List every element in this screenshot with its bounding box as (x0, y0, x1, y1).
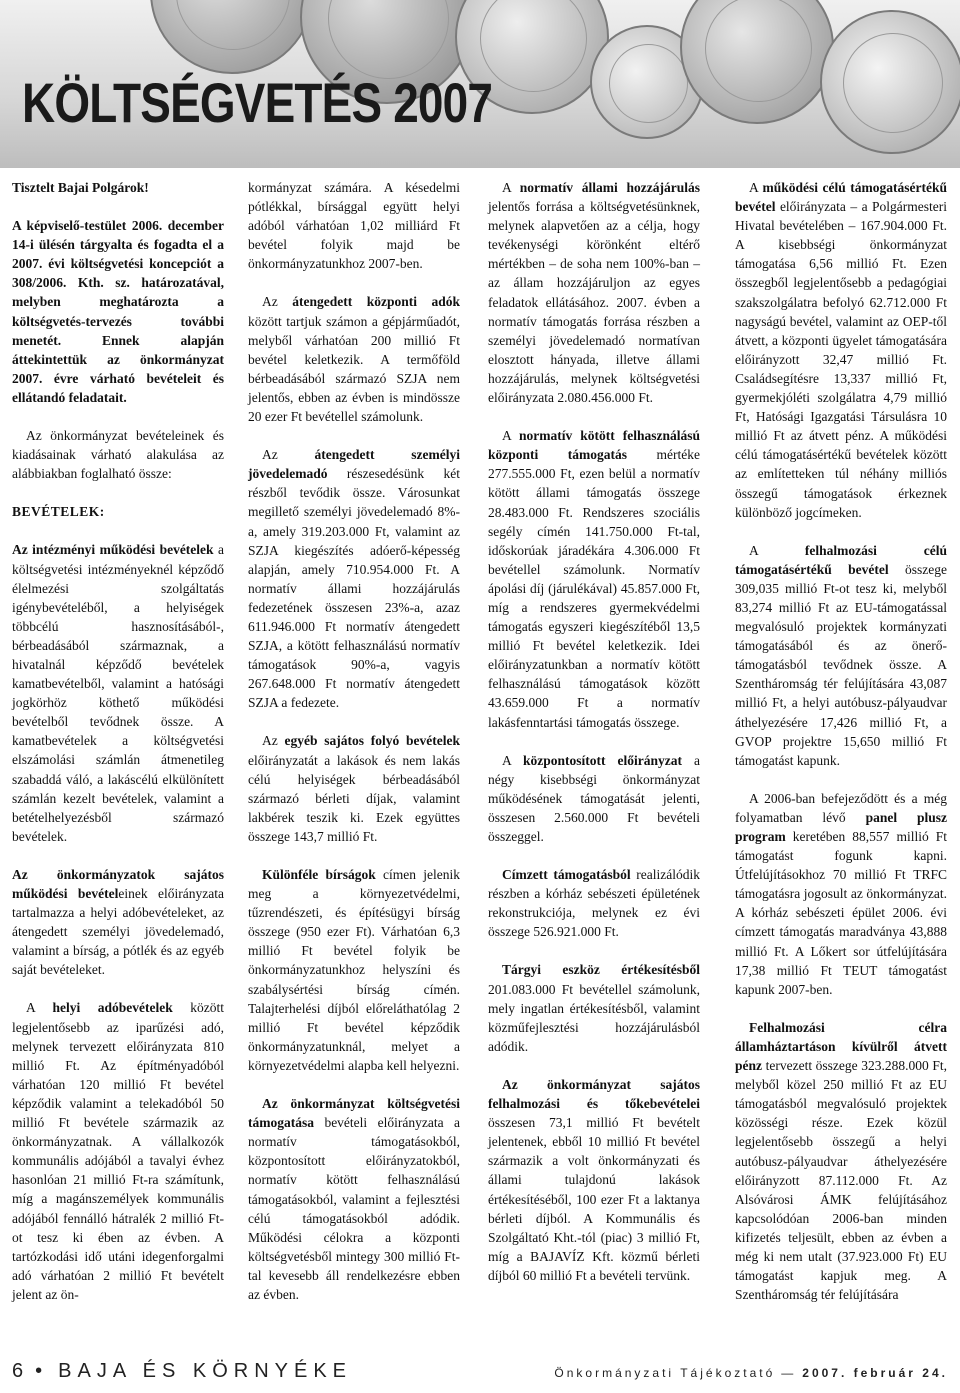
publication-name (12, 1360, 352, 1383)
column-4 (735, 178, 947, 1304)
coin-image (150, 0, 314, 74)
paragraph: A 2006-ban befejeződött és a még folyamatban lévő panel plusz program keretében 88,557 millió Ft támogatást fogunk kapni. Útfelújításokhoz 70 millió Ft TRFC támogatásra jogosult az önkormányzat. A kórház sebészeti épület 2006. évi címzett támogatás maradványa 43,888 millió Ft. A Lőkert sor útfelújítására 17,38 millió Ft TEUT támogatást kapunk 2007-ben. (735, 790, 948, 997)
paragraph: Az egyéb sajátos folyó bevételek előirányzatát a lakások és nem lakás célú helyiségek bérbeadásából származó bérleti díjak, valamint lakbérek teszik ki. Ezek együttes összege 143,7 millió Ft. (248, 733, 460, 844)
paragraph: kormányzat számára. A késedelmi pótlékkal, bírsággal együtt helyi adóból várhatóan 1,02 milliárd Ft bevétel folyik majd be önkormányzatunkhoz 2007-ben. (248, 180, 460, 272)
paragraph: Címzett támogatásból realizálódik részben a kórház sebészeti épületének rekonstrukciója, melynek ez évi összege 526.921.000 Ft. (488, 867, 700, 940)
paragraph: Tárgyi eszköz értékesítésből 201.083.000 Ft bevétellel számolunk, mely ingatlan értékesítésből, valamint közműfejlesztési hozzájárulásból adódik. (488, 962, 700, 1054)
coin-banner (0, 0, 960, 168)
paragraph: A helyi adóbevételek között legjelentősebb az iparűzési adó, melynek tervezett előirányzata 810 millió Ft. Az építményadóból várhatóan 120 millió Ft bevétel képződik valamint a telekadóból 50 millió Ft bevétele származik az önkormányzatnak. A vállalkozók kommunális adójából a tavalyi évhez hasonlóan 21 millió Ft-ra számítunk, míg a magánszemélyek kommunális adójából fennálló hátralék 2 millió Ft-ot tesz ki ében az évben. A tartózkodási idő utáni idegenforgalmi adó várhatóan 2 millió Ft bevételt jelent az ön- (12, 1000, 224, 1302)
paragraph: A normatív állami hozzájárulás jelentős forrása a költségvetésünknek, melynek alapvetően az a célja, hogy tevékenységi körönként eltérő mértékben – de soha nem 100%-ban – az állam hozzájáruljon az egyes feladatok ellátásához. 2007. évben a normatív támogatás forrása részben a személyi jövedelemadó normatívan elosztott hányada, illetve állami hozzájárulás, melynek költségvetési előirányzata 2.080.456.000 Ft. (488, 180, 700, 406)
greeting: Tisztelt Bajai Polgárok! (12, 180, 149, 195)
issue-info (554, 1366, 948, 1380)
issue-date: 2007. február 24. (802, 1366, 948, 1380)
column-3 (488, 178, 700, 1285)
coin-image (820, 10, 960, 154)
paragraph: Az intézményi működési bevételek a költségvetési intézményeknél képződő élelmezési szolgáltatás igénybevételéből, a helyiségek többcélú hasznosításából-, bérbeadásából származnak, a hivatalnál képződő bevételek kamatbevételből, valamint a hatósági jogkörhöz köthető működési bevételből tevődnek össze. A kamatbevételek a költségvetési elszámolási számlán átmenetileg szabaddá váló, a lakáscélú elkülönített számlán kezelt bevételek, valamint a betételhelyezésből származó bevételek. (12, 542, 224, 844)
bullet-separator: • (35, 1360, 49, 1382)
column-1 (12, 178, 224, 1304)
paragraph: Az átengedett központi adók között tartjuk számon a gépjárműadót, melyből várhatóan 200 millió Ft bevétel keletkezik. A termőföld bérbeadásából származó SZJA nem jelentős, ebben az évben is mindössze 20 ezer Ft bevétellel számolunk. (248, 294, 460, 425)
paragraph: Az önkormányzat bevételeinek és kiadásainak várható alakulása az alábbiakban foglalható össze: (12, 428, 224, 482)
publication-title: BAJA ÉS KÖRNYÉKE (58, 1360, 352, 1382)
article-body (0, 178, 960, 1338)
paragraph: Különféle bírságok címen jelenik meg a környezetvédelmi, tűzrendészeti, és építésügyi bírság összege (950 ezer Ft). Várhatóan 6,3 millió Ft bevétel folyik be önkormányzatunkhoz helyszíni és szabálysértési bírság címén. Talajterhelési díjból előreláthatólag 2 millió Ft bevétel képződik önkormányzatunknál, melyet a környezetvédelmi alapba kell helyezni. (248, 867, 460, 1073)
paragraph: A működési célú támogatásértékű bevétel előirányzata – a Polgármesteri Hivatal bevételében – 167.904.000 Ft. A kisebbségi önkormányzat támogatása 6,56 millió Ft. Ezen összegből legjelentősebb a pedagógiai szakszolgálatra befolyó 62.712.000 Ft nagyságú bevétel, valamint az OEP-től átvett, a központi ügyelet támogatására előirányzott 32,47 millió Ft. Családsegítésre 13,337 millió Ft, gyermekjóléti szolgálatra 4,79 millió Ft, Hatósági Igazgatási Társulásra 10 millió Ft az átvett pénz. A működési célú támogatásértékű bevételek között az említetteken túl néhány milliós összegű támogatások érkeznek különböző jogcímeken. (735, 180, 947, 520)
column-2 (248, 178, 460, 1304)
dash-separator: — (781, 1366, 797, 1380)
paragraph: Az önkormányzat sajátos felhalmozási és tőkebevételei összesen 73,1 millió Ft bevételt jelentenek, ebből 10 millió Ft bevétel származik a volt önkormányzati és állami tulajdonú lakások értékesítéséből, 100 ezer Ft a laktanya bérleti díjból. A Kommunális és Szolgáltató Kht.-tól (piac) 3 millió Ft, míg a BAJAVÍZ Kft. közmű bérleti díjból 60 millió Ft a bevételi tervünk. (488, 1076, 700, 1283)
paragraph: A normatív kötött felhasználású központi támogatás mértéke 277.555.000 Ft, ezen belül a normatív kötött állami támogatás összege 28.483.000 Ft. Rendszeres szociális segély címén 141.750.000 Ft-tal, időskorúak járadékára 4.306.000 Ft bevétellel számolunk. Normatív ápolási díj (járulékával) 45.857.000 Ft, míg a rendszeres gyermekvédelmi támogatás egyszeri kiegészítéből 13,5 millió Ft bevétel keletkezik. Idei előirányzatunkban a normatív kötött felhasználású támogatások között 43.659.000 Ft a normatív lakásfenntartási támogatás összege. (488, 428, 700, 730)
paragraph: Az önkormányzatok sajátos működési bevételeinek előirányzata tartalmazza a helyi adóbevételeket, az átengedett személyi jövedelemadó, valamint a bírság, a pótlék és az egyéb saját bevételeket. (12, 866, 224, 978)
paragraph: Az önkormányzat költségvetési támogatása bevételi előirányzata a normatív támogatásokból, központosított előirányzatokból, normatív kötött felhasználású támogatásokból, valamint a fejlesztési célú támogatásokból adódik. Működési célokra a központi költségvetésből mintegy 300 millió Ft-tal kevesebb áll rendelkezésre ebben az évben. (248, 1096, 460, 1302)
paragraph: A felhalmozási célú támogatásértékű bevétel összege 309,035 millió Ft-ot tesz ki, melyből 83,274 millió Ft az EU-támogatással megvalósuló projektek kormányzati támogatásából és az önerő-támogatásból tevődnek össze. A Szentháromság tér felújítására 43,087 millió Ft, a helyi autóbusz-pályaudvar áthelyezésére 17,426 millió Ft, a GVOP projektre 15,650 millió Ft támogatást kapunk. (735, 542, 947, 768)
page-number: 6 (12, 1360, 30, 1382)
supplement-title: Önkormányzati Tájékoztató (554, 1366, 776, 1380)
paragraph: A képviselő-testület 2006. december 14-i ülésén tárgyalta és fogadta el a 2007. évi költségvetési koncepciót a 308/2006. Kth. sz. határozatával, melyben meghatározta a költségvetés-tervezés további menetét. Ennek alapján áttekintettük az önkormányzat 2007. évre várható bevételeit és ellátandó feladatait. (12, 218, 224, 405)
paragraph: Az átengedett személyi jövedelemadó részesedésünk két részből tevődik össze. Városunkat megillető személyi jövedelemadó 8%-a, amely 319.203.000 Ft, valamint az SZJA kiegészítés adóerő-képesség alapján, amely 710.954.000 Ft. A normatív állami hozzájárulás fedezetének összesen 23%-a, azaz 611.946.000 Ft normatív átengedett SZJA, a kötött felhasználású normatív támogatások 90%-a, vagyis 267.648.000 Ft normatív átengedett SZJA a fedezete. (248, 447, 460, 711)
coin-image (680, 0, 834, 124)
section-heading: BEVÉTELEK: (12, 504, 105, 520)
page-footer (0, 1360, 960, 1390)
paragraph: A központosított előirányzat a négy kisebbségi önkormányzat működésének támogatását jelenti, összesen 2.560.000 Ft bevételi összeggel. (488, 752, 700, 844)
paragraph: Felhalmozási célra államháztartáson kívülről átvett pénz tervezett összege 323.288.000 Ft, melyből közel 250 millió Ft az EU támogatásból megvalósuló projektek közösségi része. Ezek közül legjelentősebb összegű a helyi autóbusz-pályaudvar áthelyezésére előirányzott 87.112.000 Ft. Az Alsóvárosi ÁMK felújításához kapcsolódóan 2006-ban minden kifizetés teljesült, ebben az évben a még ki nem utalt (37.923.000 Ft) EU támogatást kapjuk meg. A Szentháromság tér felújítására (735, 1019, 947, 1303)
page-title: KÖLTSÉGVETÉS 2007 (22, 71, 493, 134)
